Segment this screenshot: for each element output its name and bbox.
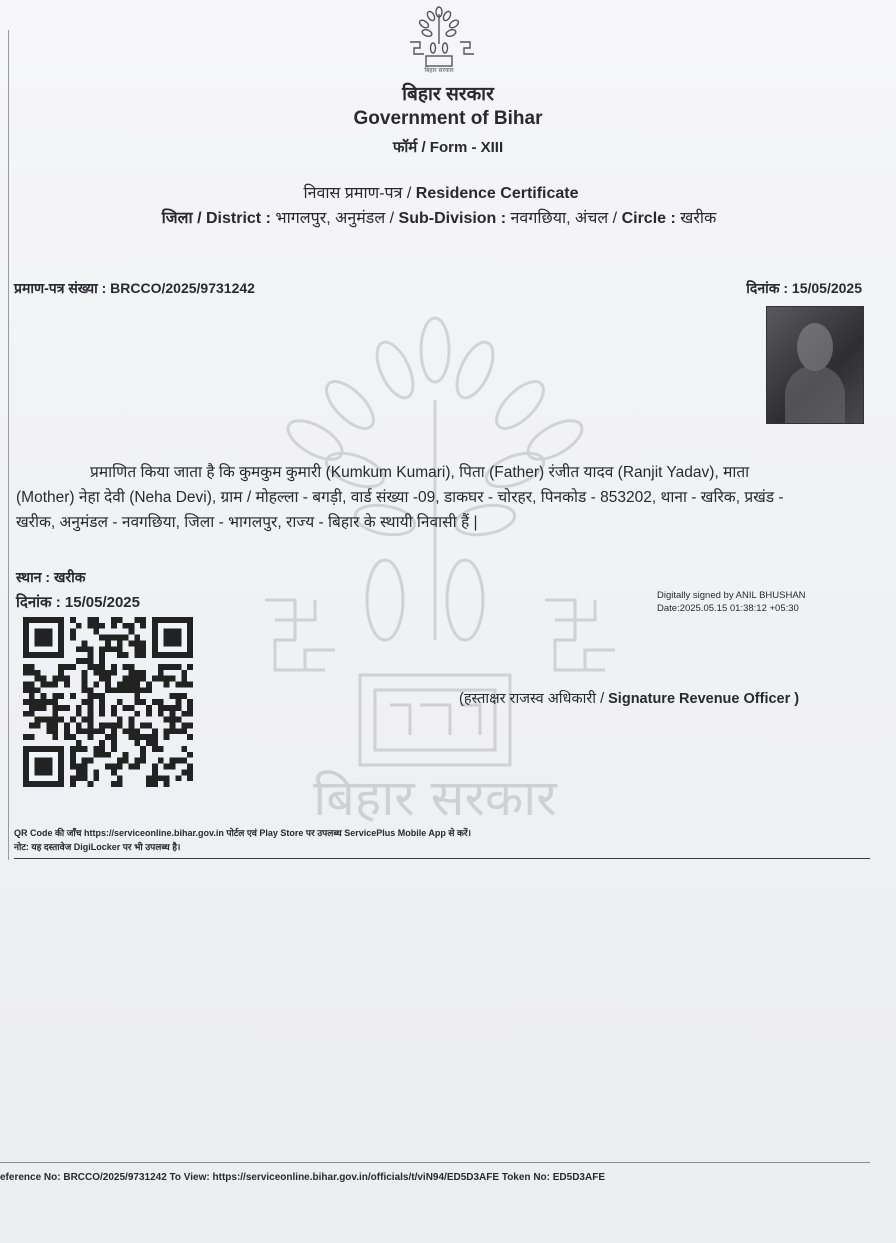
district-label: जिला / District : [161,210,276,227]
bihar-emblem-icon [404,4,474,74]
issue-date-value: 15/05/2025 [791,280,862,296]
watermark-text: बिहार सरकार [313,769,557,827]
certificate-title [0,181,882,203]
cert-no-value: BRCCO/2025/9731242 [110,280,255,296]
digital-signature-date: Date:2025.05.15 01:38:12 +05:30 [657,603,799,614]
cert-no-label: प्रमाण-पत्र संख्या : [14,280,111,296]
body-line-2: (Mother) नेहा देवी (Neha Devi), ग्राम / मोहल्ला - बगड़ी, वार्ड संख्या -09, डाकघर - चोरहर, पिनकोड - 853202, थाना - खरिक, प्रखंड - [16,489,784,506]
header-form: फॉर्म / Form - XIII [392,139,504,156]
circle-label: Circle : [621,210,681,227]
digital-signature-name: Digitally signed by ANIL BHUSHAN [657,590,806,601]
divider [14,858,870,859]
footer-date: दिनांक : 15/05/2025 [16,594,140,611]
qr-verification-note: QR Code की जाँच https://serviceonline.bihar.gov.in पोर्टल एवं Play Store पर उपलब्ध ServicePlus Mobile App से करें। [14,828,471,838]
header-gov-english: Government of Bihar [353,108,543,129]
footer-divider [0,1162,870,1163]
header-gov-hindi: बिहार सरकार [402,84,494,105]
signature-caption-english: Signature Revenue Officer ) [608,691,800,707]
qr-code[interactable] [21,617,195,787]
applicant-photo [766,306,864,424]
reference-line: eference No: BRCCO/2025/9731242 To View: https://serviceonline.bihar.gov.in/officials/t/viN94/ED5D3AFE Token No: ED5D3AFE [0,1172,605,1183]
digilocker-note: नोट: यह दस्तावेज DigiLocker पर भी उपलब्ध है। [14,842,181,852]
circle-value: खरीक [680,210,717,227]
place: स्थान : खरीक [16,569,86,585]
bihar-watermark-emblem-icon [255,310,615,830]
cert-title-hindi: निवास प्रमाण-पत्र / [303,185,416,202]
jurisdiction-line [0,206,878,228]
emblem-text: बिहार सरकार [424,67,454,74]
certificate-body [16,460,868,535]
subdivision-label: Sub-Division : [398,210,511,227]
body-line-3: खरीक, अनुमंडल - नवगछिया, जिला - भागलपुर, राज्य - बिहार के स्थायी निवासी हैं | [16,514,478,531]
body-line-1: प्रमाणित किया जाता है कि कुमकुम कुमारी (Kumkum Kumari), पिता (Father) रंजीत यादव (Ranjit Yadav), माता [90,464,750,481]
subdivision-value: नवगछिया, अंचल / [510,210,622,227]
certificate-number [14,279,255,298]
signature-caption-hindi: (हस्ताक्षर राजस्व अधिकारी / [459,691,609,707]
cert-title-english: Residence Certificate [415,185,579,202]
signature-caption [459,688,799,708]
district-value: भागलपुर, अनुमंडल / [275,210,399,227]
issue-date-label: दिनांक : [746,280,792,296]
issue-date [746,279,862,298]
